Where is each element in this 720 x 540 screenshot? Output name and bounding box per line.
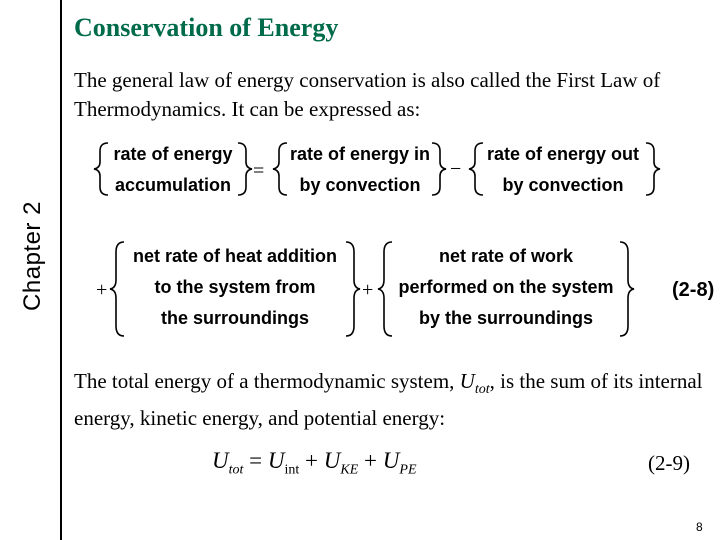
equals-sign: = [249,448,263,473]
equals-sign: = [253,160,265,182]
term-line: accumulation [114,175,232,195]
term-energy-in [282,144,438,196]
term-heat-addition [120,246,350,329]
equation-number-2-9: (2-9) [648,451,690,475]
term-symbol: U [382,448,400,473]
term-energy-accumulation [106,144,240,196]
term-line: net rate of work [438,246,574,266]
text-before: The total energy of a thermodynamic system, [74,369,460,393]
intro-paragraph: The general law of energy conservation is also called the First Law of Thermodynamics. It can be expressed as: [74,68,661,121]
term-line: performed on the system [398,277,614,297]
term-energy-out [478,144,648,196]
brace-right-3 [646,143,660,195]
plus-sign: + [364,448,378,473]
symbol-u: U [459,369,475,393]
total-energy-paragraph [74,367,714,433]
plus-sign: + [96,279,108,301]
symbol-sub: tot [474,382,490,398]
term-symbol: U [267,448,285,473]
plus-sign: + [362,279,374,301]
term-sub: PE [399,462,417,478]
term-line: net rate of heat addition [132,246,337,266]
term-line: rate of energy in [289,144,431,164]
slide-title: Conservation of Energy [74,13,339,42]
chapter-label: Chapter 2 [19,201,46,311]
equation-number-2-8: (2-8) [672,279,715,301]
term-line: by convection [299,175,421,195]
term-sub: KE [340,462,359,478]
term-symbol: U [323,448,341,473]
lhs-sub: tot [228,462,244,478]
term-line: the surroundings [161,308,309,328]
term-line: by the surroundings [418,308,593,328]
lhs-symbol: U [212,448,229,473]
term-line: by convection [502,175,624,195]
equation-2-9 [212,448,417,479]
page-number: 8 [696,520,703,534]
term-work [388,246,624,329]
term-line: rate of energy [113,144,233,164]
term-line: to the system from [154,277,316,297]
term-line: rate of energy out [486,144,640,164]
text-after: , is the sum of its internal energy, kinetic energy, and potential energy: [74,369,703,431]
brace-right-1 [238,143,252,195]
term-sub: int [284,462,300,478]
minus-sign: − [450,158,462,180]
plus-sign: + [305,448,319,473]
